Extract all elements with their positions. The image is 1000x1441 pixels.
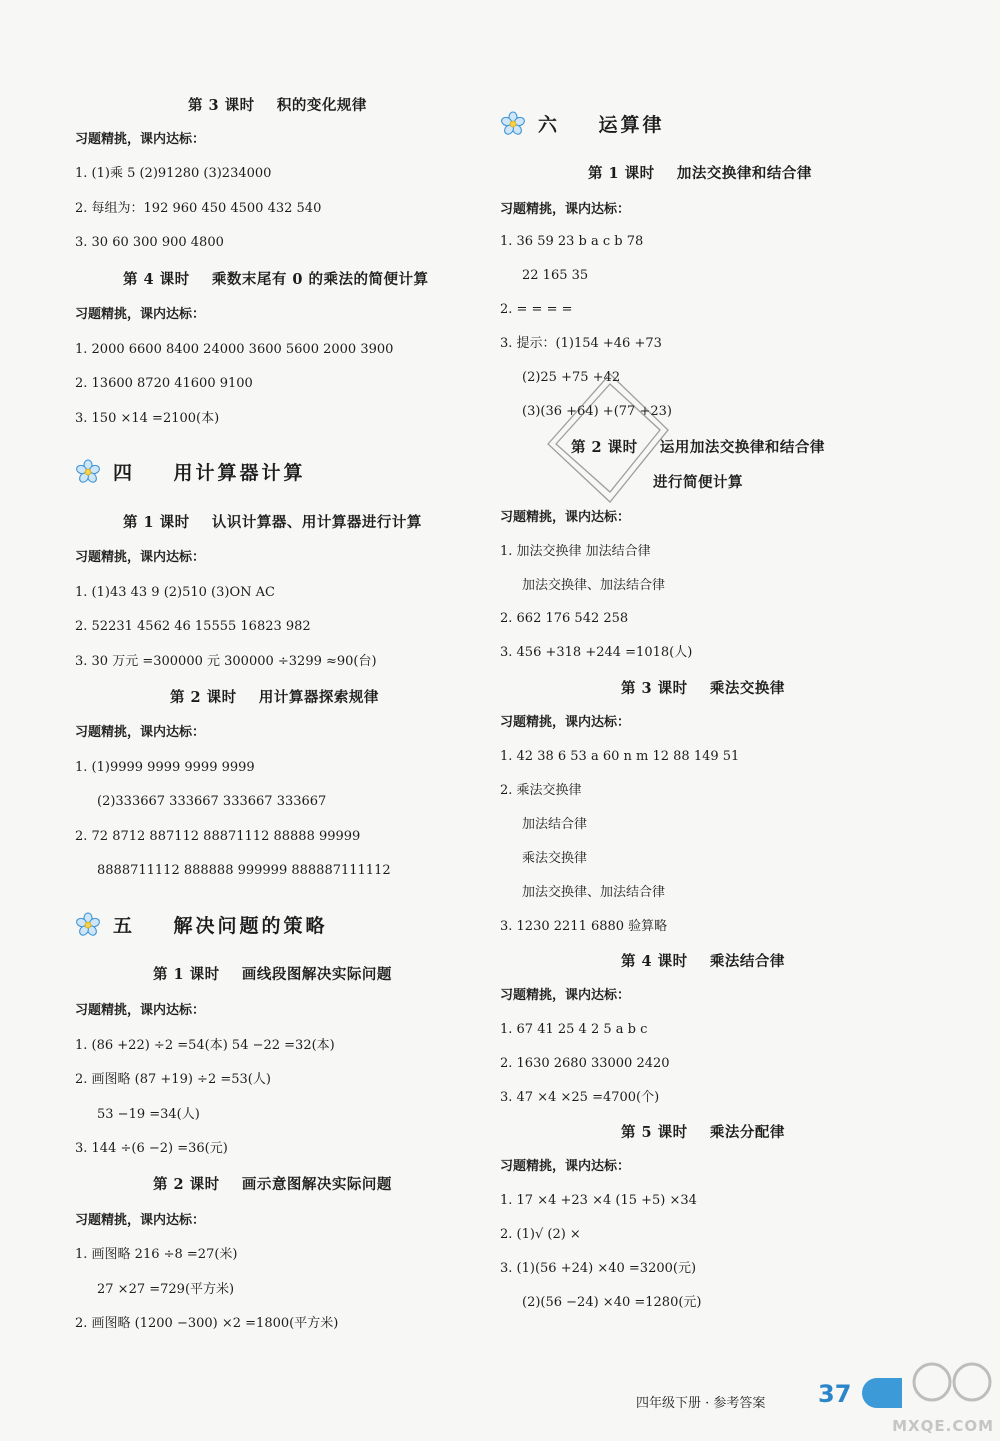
answer-line: 1. 67 41 25 4 2 5 a b c (500, 1022, 648, 1037)
answer-line: 1. 42 38 6 53 a 60 n m 12 88 149 51 (500, 749, 740, 764)
answer-line: 1. 画图略 216 ÷8 =27(米) (75, 1247, 238, 1262)
answer-line: 2. 每组为：192 960 450 4500 432 540 (75, 201, 322, 216)
section-label: 习题精挑，课内达标： (75, 132, 206, 147)
section-label: 习题精挑，课内达标： (75, 725, 206, 740)
lesson-title: 第 2 课时 画示意图解决实际问题 (153, 1176, 392, 1193)
answer-line: (2)(56 −24) ×40 =1280(元) (522, 1295, 702, 1310)
section-label: 习题精挑，课内达标： (75, 307, 206, 322)
answer-line: 2. = = = = (500, 302, 573, 317)
answer-line: 1. (86 +22) ÷2 =54(本) 54 −22 =32(本) (75, 1038, 335, 1053)
answer-line: 1. (1)乘 5 (2)91280 (3)234000 (75, 166, 272, 181)
section-label: 习题精挑，课内达标： (500, 1159, 631, 1174)
watermark (892, 1352, 1000, 1441)
answer-line: 1. 36 59 23 b a c b 78 (500, 234, 644, 249)
answer-line: 3. 30 万元 =300000 元 300000 ÷3299 ≈90(台) (75, 654, 377, 669)
answer-line: 53 −19 =34(人) (97, 1107, 200, 1122)
lesson-title: 第 3 课时 积的变化规律 (188, 97, 367, 114)
lesson-title: 第 3 课时 乘法交换律 (621, 680, 785, 697)
page-number: 37 (818, 1380, 852, 1408)
answer-line: 1. (1)9999 9999 9999 9999 (75, 760, 255, 775)
answer-line: 3. 提示：(1)154 +46 +73 (500, 336, 662, 351)
lesson-title-continued: 进行简便计算 (653, 474, 743, 491)
answer-line: 加法结合律 (522, 817, 588, 832)
answer-line: 乘法交换律 (522, 851, 588, 866)
section-label: 习题精挑，课内达标： (500, 510, 631, 525)
answer-line: (2)25 +75 +42 (522, 370, 621, 385)
answer-line: 2. 画图略 (87 +19) ÷2 =53(人) (75, 1072, 271, 1087)
answer-line: 2. 52231 4562 46 15555 16823 982 (75, 619, 311, 634)
flower-icon (75, 912, 101, 938)
answer-line: 2. 13600 8720 41600 9100 (75, 376, 253, 391)
answer-line: 2. 72 8712 887112 88871112 88888 99999 (75, 829, 361, 844)
answer-line: 3. 1230 2211 6880 验算略 (500, 919, 668, 934)
watermark-logo-icon (910, 1352, 1000, 1412)
answer-line: 3. 47 ×4 ×25 =4700(个) (500, 1090, 660, 1105)
lesson-title: 第 4 课时 乘数末尾有 0 的乘法的简便计算 (123, 271, 429, 288)
unit-heading (500, 110, 664, 137)
answer-line: 1. 17 ×4 +23 ×4 (15 +5) ×34 (500, 1193, 697, 1208)
answer-line: 2. 乘法交换律 (500, 783, 582, 798)
answer-line: 1. (1)43 43 9 (2)510 (3)ON AC (75, 585, 275, 600)
unit-title: 四 用计算器计算 (113, 462, 306, 484)
flower-icon (500, 111, 526, 137)
answer-line: 3. 30 60 300 900 4800 (75, 235, 224, 250)
answer-line: 3. 150 ×14 =2100(本) (75, 411, 220, 426)
answer-line: 2. (1)√ (2) × (500, 1227, 581, 1242)
stamp-mark (540, 352, 680, 532)
unit-title: 五 解决问题的策略 (113, 915, 328, 937)
lesson-title: 第 1 课时 认识计算器、用计算器进行计算 (123, 514, 422, 531)
page-tab (862, 1378, 902, 1408)
lesson-title: 第 2 课时 运用加法交换律和结合律 (571, 439, 825, 456)
lesson-title: 第 2 课时 用计算器探索规律 (170, 689, 379, 706)
answer-line: 2. 画图略 (1200 −300) ×2 =1800(平方米) (75, 1316, 339, 1331)
answer-line: 1. 2000 6600 8400 24000 3600 5600 2000 3900 (75, 342, 394, 357)
section-label: 习题精挑，课内达标： (500, 202, 631, 217)
lesson-title: 第 5 课时 乘法分配律 (621, 1124, 785, 1141)
answer-line: (2)333667 333667 333667 333667 (97, 794, 327, 809)
answer-line: 27 ×27 =729(平方米) (97, 1282, 235, 1297)
lesson-title: 第 1 课时 加法交换律和结合律 (588, 165, 812, 182)
answer-line: (3)(36 +64) +(77 +23) (522, 404, 672, 419)
unit-heading (75, 911, 327, 938)
footer-text: 四年级下册 · 参考答案 (636, 1396, 766, 1411)
answer-line: 3. (1)(56 +24) ×40 =3200(元) (500, 1261, 697, 1276)
answer-line: 2. 662 176 542 258 (500, 611, 629, 626)
flower-icon (75, 459, 101, 485)
section-label: 习题精挑，课内达标： (75, 1003, 206, 1018)
section-label: 习题精挑，课内达标： (75, 550, 206, 565)
answer-line: 加法交换律、加法结合律 (522, 578, 666, 593)
unit-heading (75, 458, 305, 485)
section-label: 习题精挑，课内达标： (500, 988, 631, 1003)
watermark-text: MXQE.COM (892, 1417, 994, 1435)
section-label: 习题精挑，课内达标： (75, 1213, 206, 1228)
answer-line: 8888711112 888888 999999 888887111112 (97, 863, 391, 878)
lesson-title: 第 4 课时 乘法结合律 (621, 953, 785, 970)
answer-line: 3. 144 ÷(6 −2) =36(元) (75, 1141, 228, 1156)
answer-line: 加法交换律、加法结合律 (522, 885, 666, 900)
answer-line: 22 165 35 (522, 268, 589, 283)
unit-title: 六 运算律 (538, 114, 665, 136)
lesson-title: 第 1 课时 画线段图解决实际问题 (153, 966, 392, 983)
section-label: 习题精挑，课内达标： (500, 715, 631, 730)
answer-line: 1. 加法交换律 加法结合律 (500, 544, 651, 559)
answer-line: 2. 1630 2680 33000 2420 (500, 1056, 670, 1071)
answer-line: 3. 456 +318 +244 =1018(人) (500, 645, 693, 660)
